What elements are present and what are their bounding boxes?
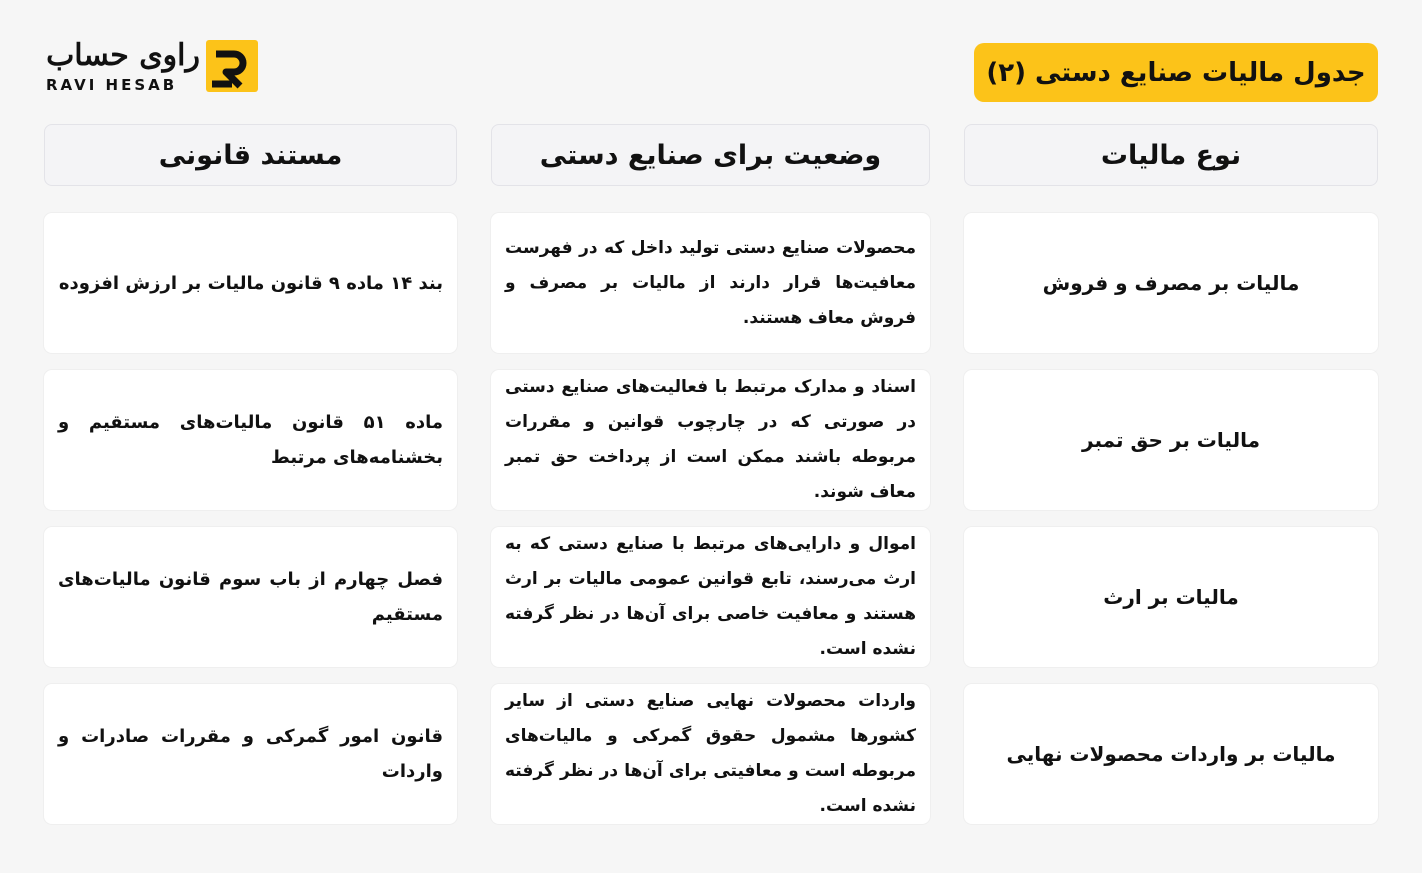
cell-text: مالیات بر مصرف و فروش [1042, 271, 1300, 295]
cell-text: محصولات صنایع دستی تولید داخل که در فهرست معافیت‌ها قرار دارند از مالیات بر مصرف و فروش معاف هستند. [505, 237, 916, 328]
table-cell-type [964, 527, 1378, 667]
table-cell-legal [44, 684, 457, 824]
cell-text: واردات محصولات نهایی صنایع دستی از سایر کشورها مشمول حقوق گمرکی و مالیات‌های مربوطه است و معافیتی برای آن‌ها در نظر گرفته نشده است. [505, 691, 916, 816]
table-cell-type [964, 370, 1378, 510]
column-header-legal: مستند قانونی [44, 124, 457, 186]
cell-text: قانون امور گمرکی و مقررات صادرات و واردات [58, 726, 443, 782]
brand-logo[interactable] [42, 38, 258, 96]
column-header-type: نوع مالیات [964, 124, 1378, 186]
table-cell-status [491, 213, 930, 353]
table-cell-legal [44, 370, 457, 510]
page-title: جدول مالیات صنایع دستی (۲) [974, 43, 1378, 102]
cell-text: مالیات بر ارث [1103, 585, 1239, 609]
logo-wordmark: راوی حساب [46, 38, 200, 73]
logo-mark-icon [206, 40, 258, 92]
column-header-status: وضعیت برای صنایع دستی [491, 124, 930, 186]
cell-text: فصل چهارم از باب سوم قانون مالیات‌های مستقیم [58, 569, 443, 625]
cell-text: بند ۱۴ ماده ۹ قانون مالیات بر ارزش افزوده [58, 272, 443, 294]
table-cell-legal [44, 527, 457, 667]
cell-text: ماده ۵۱ قانون مالیات‌های مستقیم و بخشنامه‌های مرتبط [58, 412, 443, 468]
table-cell-legal [44, 213, 457, 353]
cell-text: اسناد و مدارک مرتبط با فعالیت‌های صنایع دستی در صورتی که در چارچوب قوانین و مقررات مربوطه باشند ممکن است از پرداخت حق تمبر معاف شوند. [505, 377, 916, 502]
table-cell-status [491, 370, 930, 510]
cell-text: مالیات بر واردات محصولات نهایی [1006, 742, 1336, 766]
cell-text: اموال و دارایی‌های مرتبط با صنایع دستی که به ارث می‌رسند، تابع قوانین عمومی مالیات بر ارث هستند و معافیت خاصی برای آن‌ها در نظر گرفته نشده است. [505, 534, 916, 659]
table-cell-status [491, 527, 930, 667]
table-cell-status [491, 684, 930, 824]
cell-text: مالیات بر حق تمبر [1082, 428, 1260, 452]
logo-latin-text: RAVI HESAB [46, 76, 178, 94]
table-cell-type [964, 684, 1378, 824]
table-cell-type [964, 213, 1378, 353]
